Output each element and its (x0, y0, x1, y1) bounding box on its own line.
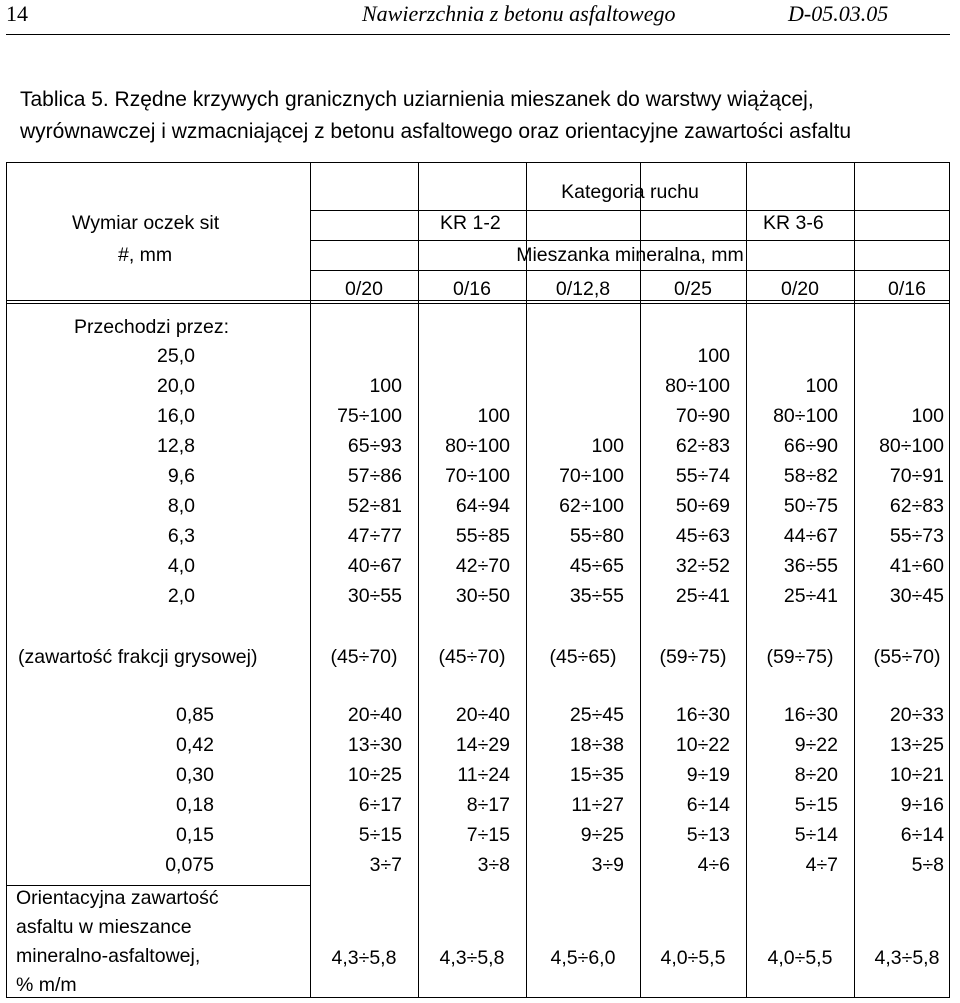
passing-value: 50÷75 (783, 495, 838, 517)
asphalt-label-line: asfaltu w mieszance (16, 916, 192, 938)
passing-value: 11÷24 (457, 764, 510, 786)
passing-value: 80÷100 (445, 435, 510, 457)
passing-value: 70÷100 (445, 465, 510, 487)
passing-value: 100 (369, 375, 402, 397)
column-header-2: 0/16 (453, 278, 491, 300)
passing-value: 9÷22 (794, 734, 838, 756)
grit-value: (45÷70) (330, 646, 398, 668)
passing-value: 9÷25 (580, 824, 624, 846)
column-header-6: 0/16 (888, 278, 926, 300)
sieve-size: 0,85 (176, 704, 214, 726)
passing-value: 100 (697, 345, 730, 367)
passing-value: 7÷15 (466, 824, 510, 846)
passing-value: 3÷7 (369, 854, 402, 876)
passing-value: 100 (805, 375, 838, 397)
passing-value: 16÷30 (675, 704, 730, 726)
asphalt-label-line: mineralno-asfaltowej, (16, 945, 201, 967)
running-title: Nawierzchnia z betonu asfaltowego (362, 1, 676, 26)
sieve-size: 2,0 (167, 585, 195, 607)
sieve-size: 0,42 (176, 734, 214, 756)
sieve-size: 8,0 (167, 495, 195, 517)
passing-value: 41÷60 (889, 555, 944, 577)
passing-value: 57÷86 (347, 465, 402, 487)
table-caption: Tablica 5. Rzędne krzywych granicznych uziarnienia mieszanek do warstwy wiążącej, wyrównawczej i wzmacniającej z betonu asfaltowego oraz orientacyjne zawartości asfaltu (20, 88, 852, 143)
sieve-size: 16,0 (157, 405, 195, 427)
passing-value: 32÷52 (675, 555, 730, 577)
asphalt-label-line: % m/m (16, 974, 77, 996)
passing-value: 47÷77 (347, 525, 402, 547)
column-header-5: 0/20 (781, 278, 819, 300)
sieve-header-line-2: #, mm (118, 244, 173, 266)
grit-value: (45÷70) (438, 646, 506, 668)
asphalt-value: 4,3÷5,8 (331, 947, 397, 969)
passing-value: 13÷25 (889, 734, 944, 756)
passing-value: 20÷40 (455, 704, 510, 726)
passing-value: 5÷13 (686, 824, 730, 846)
passing-value: 42÷70 (455, 555, 510, 577)
asphalt-value: 4,5÷6,0 (550, 947, 616, 969)
passing-value: 10÷22 (675, 734, 730, 756)
asphalt-value: 4,0÷5,5 (767, 947, 833, 969)
sieve-size: 0,15 (176, 824, 214, 846)
passing-value: 5÷15 (794, 794, 838, 816)
passing-value: 6÷14 (900, 824, 944, 846)
passing-value: 14÷29 (455, 734, 510, 756)
passing-value: 8÷20 (794, 764, 838, 786)
group-kr12: KR 1-2 (440, 212, 501, 234)
sieve-size: 6,3 (167, 525, 195, 547)
passing-value: 10÷25 (347, 764, 402, 786)
sieve-size: 0,30 (176, 764, 214, 786)
group-kr36: KR 3-6 (763, 212, 824, 234)
asphalt-value: 4,0÷5,5 (660, 947, 726, 969)
passing-value: 20÷33 (889, 704, 944, 726)
passing-value: 80÷100 (665, 375, 730, 397)
passing-value: 9÷16 (900, 794, 944, 816)
sieve-size: 0,075 (165, 854, 214, 876)
passing-value: 13÷30 (347, 734, 402, 756)
passing-value: 52÷81 (347, 495, 402, 517)
passing-value: 50÷69 (675, 495, 730, 517)
passing-value: 64÷94 (455, 495, 510, 517)
passing-value: 70÷100 (559, 465, 624, 487)
passing-value: 62÷100 (559, 495, 624, 517)
sieve-header-line-1: Wymiar oczek sit (72, 212, 220, 234)
passing-value: 58÷82 (783, 465, 838, 487)
passing-value: 80÷100 (773, 405, 838, 427)
passing-value: 9÷19 (686, 764, 730, 786)
passing-value: 55÷73 (889, 525, 944, 547)
passes-label: Przechodzi przez: (74, 316, 229, 338)
passing-value: 16÷30 (783, 704, 838, 726)
asphalt-value: 4,3÷5,8 (439, 947, 505, 969)
sieve-size: 12,8 (157, 435, 195, 457)
passing-value: 45÷65 (569, 555, 624, 577)
passing-value: 36÷55 (783, 555, 838, 577)
grit-value: (55÷70) (873, 646, 941, 668)
passing-value: 100 (477, 405, 510, 427)
passing-value: 30÷50 (455, 585, 510, 607)
passing-value: 8÷17 (466, 794, 510, 816)
passing-value: 15÷35 (569, 764, 624, 786)
document-code: D-05.03.05 (788, 1, 889, 26)
grit-value: (59÷75) (766, 646, 834, 668)
sieve-size: 9,6 (167, 465, 195, 487)
mix-header: Mieszanka mineralna, mm (516, 244, 744, 266)
passing-value: 66÷90 (783, 435, 838, 457)
sieve-size: 4,0 (167, 555, 195, 577)
passing-value: 11÷27 (571, 794, 624, 816)
passing-value: 55÷80 (569, 525, 624, 547)
category-header: Kategoria ruchu (561, 181, 699, 203)
passing-value: 55÷74 (675, 465, 730, 487)
sieve-size: 20,0 (157, 375, 195, 397)
passing-value: 5÷15 (358, 824, 402, 846)
passing-value: 65÷93 (347, 435, 402, 457)
passing-value: 44÷67 (783, 525, 838, 547)
passing-value: 62÷83 (889, 495, 944, 517)
passing-value: 10÷21 (889, 764, 944, 786)
passing-value: 30÷55 (347, 585, 402, 607)
passing-value: 18÷38 (569, 734, 624, 756)
asphalt-value: 4,3÷5,8 (874, 947, 940, 969)
header-rule-category (310, 210, 950, 211)
passing-value: 35÷55 (569, 585, 624, 607)
page-number: 14 (6, 1, 28, 26)
header-rule-columns (310, 270, 950, 271)
passing-value: 6÷17 (358, 794, 402, 816)
header-rule (6, 34, 950, 35)
passing-value: 5÷8 (911, 854, 944, 876)
passing-value: 6÷14 (686, 794, 730, 816)
passing-value: 75÷100 (337, 405, 402, 427)
passing-value: 20÷40 (347, 704, 402, 726)
column-header-1: 0/20 (345, 278, 383, 300)
passing-value: 3÷9 (591, 854, 624, 876)
grit-value: (59÷75) (659, 646, 727, 668)
asphalt-label-line: Orientacyjna zawartość (16, 887, 219, 909)
passing-value: 4÷6 (697, 854, 730, 876)
passing-value: 100 (591, 435, 624, 457)
sieve-size: 0,18 (176, 794, 214, 816)
passing-value: 30÷45 (889, 585, 944, 607)
grit-label: (zawartość frakcji grysowej) (18, 646, 258, 668)
passing-value: 25÷41 (675, 585, 730, 607)
passing-value: 25÷45 (569, 704, 624, 726)
passing-value: 4÷7 (805, 854, 838, 876)
grit-value: (45÷65) (549, 646, 617, 668)
passing-value: 70÷91 (889, 465, 944, 487)
passing-value: 70÷90 (675, 405, 730, 427)
column-header-3: 0/12,8 (555, 278, 611, 300)
column-header-4: 0/25 (674, 278, 712, 300)
passing-value: 40÷67 (347, 555, 402, 577)
passing-value: 45÷63 (675, 525, 730, 547)
passing-value: 55÷85 (455, 525, 510, 547)
passing-value: 25÷41 (783, 585, 838, 607)
passing-value: 3÷8 (477, 854, 510, 876)
sieve-size: 25,0 (157, 345, 195, 367)
passing-value: 5÷14 (794, 824, 838, 846)
passing-value: 62÷83 (675, 435, 730, 457)
passing-value: 80÷100 (879, 435, 944, 457)
passing-value: 100 (911, 405, 944, 427)
